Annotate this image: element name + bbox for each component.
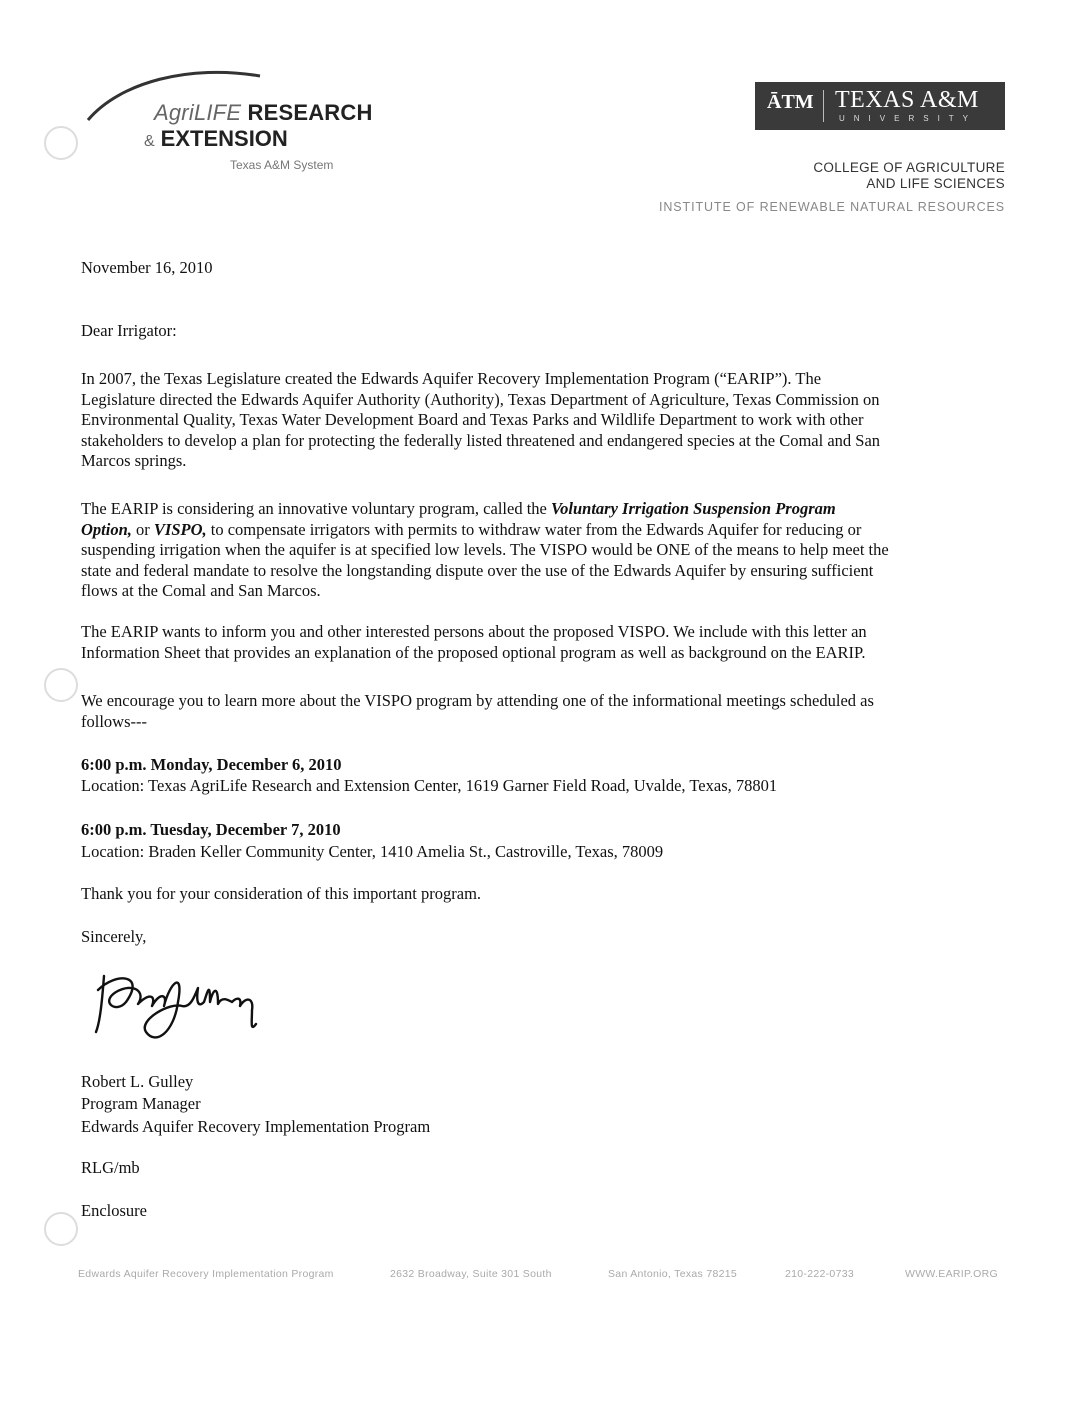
footer-city: San Antonio, Texas 78215 — [608, 1268, 738, 1280]
meeting-2-location: Location: Braden Keller Community Center, 1410 Amelia St., Castroville, Texas, 78009 — [81, 842, 664, 861]
tamu-name: TEXAS A&M — [835, 87, 979, 113]
p4-line: We encourage you to learn more about the VISPO program by attending one of the informational meetings scheduled as — [81, 691, 874, 710]
p2-text: or — [131, 519, 154, 539]
agrilife-agri: Agri — [154, 100, 194, 125]
enclosure: Enclosure — [81, 1201, 147, 1220]
paragraph-2 — [81, 499, 1011, 602]
program-option: Option, — [81, 519, 132, 539]
college-line-2: AND LIFE SCIENCES — [866, 176, 1005, 191]
thank-you-line: Thank you for your consideration of this important program. — [81, 884, 482, 903]
letter-date: November 16, 2010 — [81, 258, 213, 277]
meeting-1-time: 6:00 p.m. Monday, December 6, 2010 — [81, 755, 342, 774]
agrilife-research: RESEARCH — [247, 100, 373, 125]
p3-line: Information Sheet that provides an explanation of the proposed optional program as well as background on the EARIP. — [81, 642, 866, 662]
college-line-1: COLLEGE OF AGRICULTURE — [813, 160, 1005, 175]
signer-title: Program Manager — [81, 1094, 201, 1113]
signer-org: Edwards Aquifer Recovery Implementation Program — [81, 1117, 431, 1136]
signer-name: Robert L. Gulley — [81, 1072, 194, 1091]
p3-line: The EARIP wants to inform you and other interested persons about the proposed VISPO. We include with this letter an — [81, 622, 867, 641]
p1-line: In 2007, the Texas Legislature created the Edwards Aquifer Recovery Implementation Program (“EARIP”). The — [81, 369, 822, 388]
agrilife-life: LIFE — [193, 100, 242, 125]
paragraph-3 — [81, 622, 1011, 663]
p2-line: state and federal mandate to resolve the longstanding dispute over the use of the Edwards Aquifer by ensuring sufficient — [81, 560, 874, 580]
agrilife-extension: EXTENSION — [160, 126, 288, 151]
paragraph-1 — [81, 369, 1011, 472]
p1-line: stakeholders to develop a plan for protecting the federally listed threatened and endangered species at the Comal and San — [81, 430, 881, 450]
texas-am-logo — [755, 82, 1005, 130]
paragraph-4 — [81, 691, 1011, 732]
footer-org: Edwards Aquifer Recovery Implementation Program — [78, 1268, 334, 1280]
p1-line: Environmental Quality, Texas Water Development Board and Texas Parks and Wildlife Department to work with other — [81, 410, 864, 429]
agrilife-logo — [40, 62, 373, 182]
p1-line: Marcos springs. — [81, 451, 187, 470]
tamu-divider — [823, 90, 824, 122]
salutation: Dear Irrigator: — [81, 321, 177, 340]
initials: RLG/mb — [81, 1158, 140, 1177]
punch-hole-middle — [44, 668, 78, 702]
agrilife-ampersand: & — [144, 133, 155, 150]
p2-line: suspending irrigation when the aquifer is at specified low levels. The VISPO would be ONE of the means to help meet the — [81, 540, 889, 559]
p1-line: Legislature directed the Edwards Aquifer Authority (Authority), Texas Department of Agriculture, Texas Commission on — [81, 389, 880, 409]
footer-phone: 210-222-0733 — [785, 1268, 854, 1280]
closing: Sincerely, — [81, 927, 147, 946]
footer-address: 2632 Broadway, Suite 301 South — [390, 1268, 552, 1280]
p4-line: follows--- — [81, 711, 147, 731]
p2-text: The EARIP is considering an innovative voluntary program, called the — [81, 499, 551, 518]
institute-line: INSTITUTE OF RENEWABLE NATURAL RESOURCES — [659, 200, 1005, 214]
footer-web: WWW.EARIP.ORG — [905, 1268, 998, 1280]
meeting-1-location: Location: Texas AgriLife Research and Extension Center, 1619 Garner Field Road, Uvalde, Texas, 78801 — [81, 776, 778, 795]
tamu-university: UNIVERSITY — [839, 114, 978, 123]
p2-text: to compensate irrigators with permits to withdraw water from the Edwards Aquifer for reducing or — [206, 519, 862, 539]
vispo-acronym: VISPO, — [153, 519, 207, 539]
program-name: Voluntary Irrigation Suspension Program — [550, 499, 836, 518]
tamu-seal-icon: ĀTM — [767, 91, 814, 113]
signature — [86, 962, 286, 1052]
meeting-2-time: 6:00 p.m. Tuesday, December 7, 2010 — [81, 820, 341, 839]
agrilife-system: Texas A&M System — [230, 158, 334, 172]
punch-hole-bottom — [44, 1212, 78, 1246]
p2-line: flows at the Comal and San Marcos. — [81, 581, 321, 600]
